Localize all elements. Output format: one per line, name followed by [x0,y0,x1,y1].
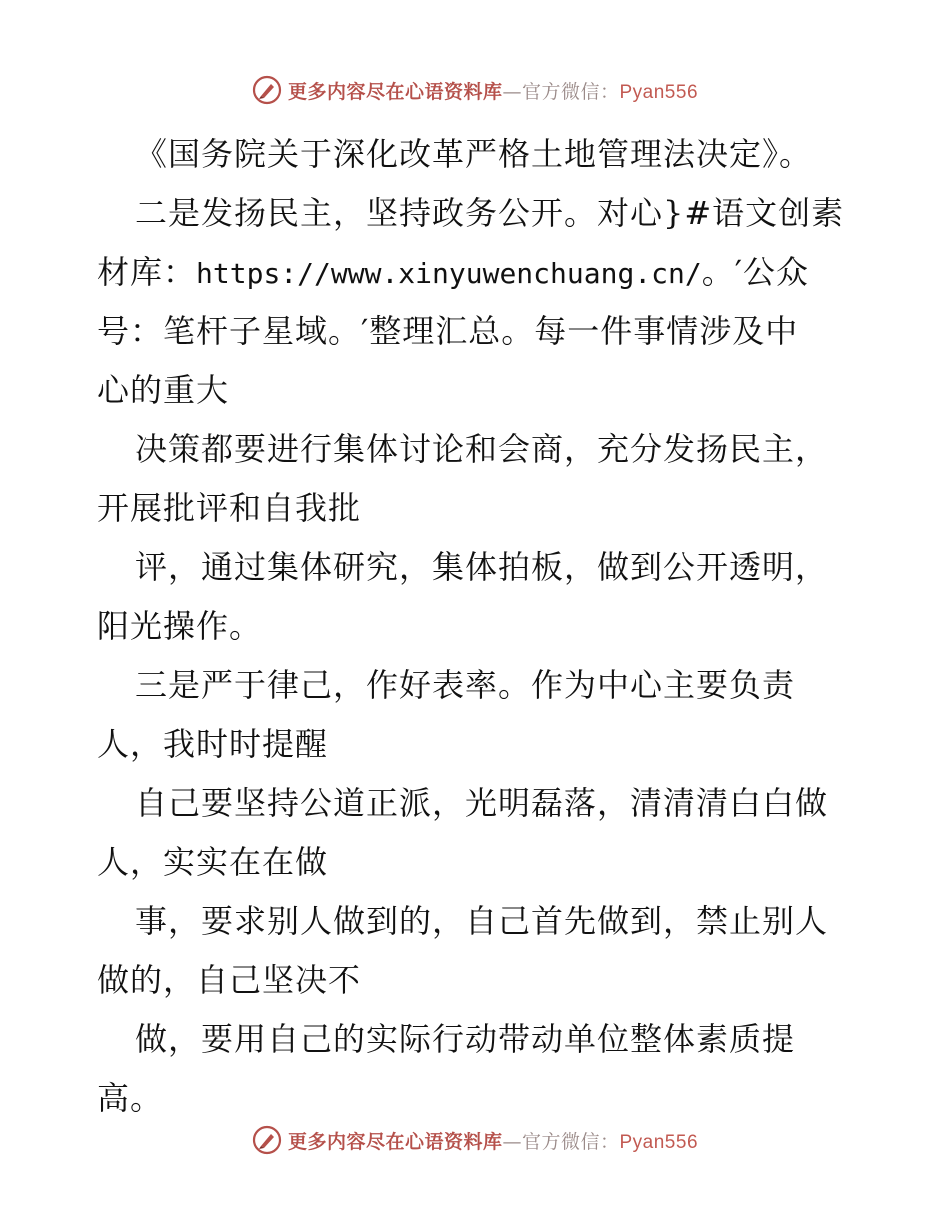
body-line: 评，通过集体研究，集体拍板，做到公开透明， [135,548,829,586]
footer-banner-dash: —官方微信： [502,1130,620,1153]
header-banner-id: Pyan556 [619,81,699,103]
body-line: 三是严于律己，作好表率。作为中心主要负责 [135,666,796,704]
header-banner-text [288,77,698,104]
footer-banner-text [288,1127,698,1154]
body-line [97,243,857,302]
footer-banner-main: 更多内容尽在心语资料库 [287,1130,503,1153]
footer-banner-id: Pyan556 [619,1131,699,1153]
body-line: 做的，自己坚决不 [97,961,362,999]
body-text: 材库： [97,253,197,291]
header-banner [0,70,950,110]
body-line: 高。 [97,1079,164,1117]
header-banner-main: 更多内容尽在心语资料库 [287,80,503,103]
body-line: 事，要求别人做到的，自己首先做到，禁止别人 [135,902,829,940]
body-line: 决策都要进行集体讨论和会商，充分发扬民主， [135,430,829,468]
document-body [97,125,857,1128]
body-line: 自己要坚持公道正派，光明磊落，清清清白白做 [135,784,829,822]
pen-logo-icon [252,75,282,105]
header-banner-dash: —官方微信： [502,80,620,103]
pen-logo-icon [252,1125,282,1155]
body-line: 号：笔杆子星域。′整理汇总。每一件事情涉及中 [97,312,799,350]
url-text: https://www.xinyuwenchuang.cn/ [196,257,702,290]
body-line: 心的重大 [97,371,230,409]
body-text: 。′公众 [701,253,810,291]
body-line: 二是发扬民主，坚持政务公开。对心}#语文创素 [135,194,845,232]
body-line: 开展批评和自我批 [97,489,362,527]
body-line: 人，我时时提醒 [97,725,329,763]
body-line: 《国务院关于深化改革严格土地管理法决定》。 [135,135,813,173]
body-line: 阳光操作。 [97,607,263,645]
footer-banner [0,1120,950,1160]
body-line: 做，要用自己的实际行动带动单位整体素质提 [135,1020,796,1058]
body-line: 人，实实在在做 [97,843,329,881]
